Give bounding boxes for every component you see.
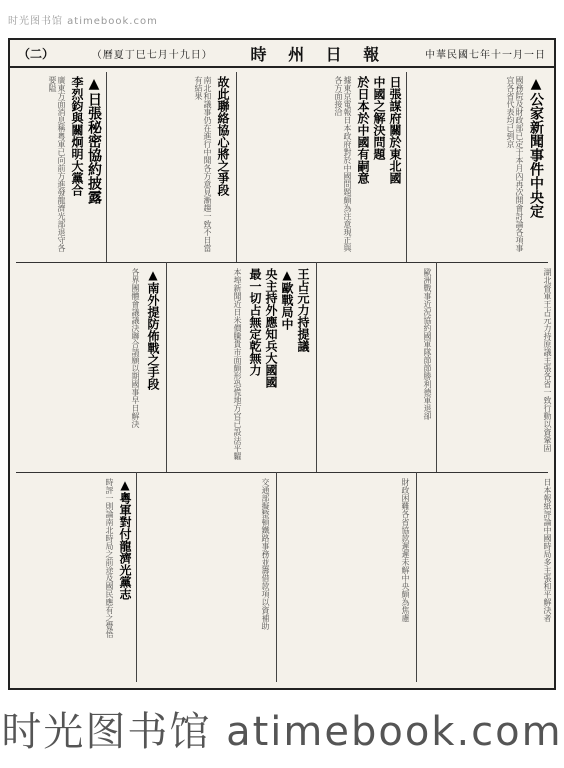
headline: ▲南外提防佈戰之手段 xyxy=(146,268,160,390)
headline: 最一切占無定乾無力 xyxy=(248,268,262,376)
column-divider xyxy=(316,262,317,472)
column-divider xyxy=(106,72,107,262)
article-grid xyxy=(16,72,552,682)
column-divider xyxy=(436,262,437,472)
headline: ▲歐戰局中 xyxy=(280,268,294,330)
headline: ▲公家新聞事件中央定 xyxy=(528,76,544,218)
article-body: 國務院及財政部已定于本月內再次開會討論各項事宜各省代表均已到京 xyxy=(506,76,524,252)
section-divider xyxy=(16,262,548,263)
article-body: 交通部擬整頓鐵路事務並籌借款項以資補助 xyxy=(261,478,270,630)
article-body: 歐洲戰事近況協約國軍隊節節勝利德軍退卻 xyxy=(423,268,432,420)
headline: 李烈鈞與關炯明大黨合 xyxy=(70,76,84,196)
headline: 於日本於中國有嗣意 xyxy=(356,76,370,184)
column-divider xyxy=(166,262,167,472)
newspaper-page xyxy=(8,38,556,690)
column-divider xyxy=(236,72,237,262)
top-watermark: 时光图书馆 atimebook.com xyxy=(8,16,158,27)
article-body: 湖北督軍王占元力持原議主張各省一致行動以資鞏固 xyxy=(543,268,552,452)
article-body: 財政困難各省協款遲遲未解中央頗為焦慮 xyxy=(401,478,410,622)
article-body: 各界團體會議議決聯合請願以期國事早日解決 xyxy=(131,268,140,428)
masthead xyxy=(10,40,554,68)
article-body: 本埠新聞近日米價騰貴市面頗形恐慌地方官已設法平糶 xyxy=(233,268,242,460)
lunar-date: （曆夏丁巳七月十九日） xyxy=(91,49,213,61)
page-number: （二） xyxy=(18,46,55,61)
republic-date: 中華民國七年十一月一日 xyxy=(424,49,546,61)
article-body: 廣東方面消息稱粵軍已向前方進發龍濟光部退守各要隘 xyxy=(48,76,66,252)
headline: 中國之解決問題 xyxy=(372,76,386,160)
article-body: 據東京電報日本政府對於中國問題頗為注意現正與各方面接洽 xyxy=(334,76,352,252)
headline: ▲粵軍對付龍濟光黨志 xyxy=(118,478,132,600)
headline: ▲日張秘密協約披露 xyxy=(86,76,102,204)
column-divider xyxy=(136,472,137,682)
headline: 故此聯絡協心將之爭段 xyxy=(216,76,230,196)
newspaper-title: 時 州 日 報 xyxy=(250,44,388,64)
article-body: 南北和議事仍在進行中聞各方意見漸趨一致不日當有結果 xyxy=(194,76,212,252)
article-body: 日本報紙評論中國時局多主張和平解決者 xyxy=(543,478,552,622)
article-body: 時評一則論南北時局之前途及國民應有之覺悟 xyxy=(105,478,114,638)
section-divider xyxy=(16,472,548,473)
headline: 王占元力持提議 xyxy=(296,268,310,352)
column-divider xyxy=(406,72,407,262)
column-divider xyxy=(416,472,417,682)
headline: 日張謀府關於東北國 xyxy=(388,76,402,184)
bottom-watermark: 时光图书馆 atimebook.com xyxy=(1,709,563,755)
headline: 央主持外應知兵大國國 xyxy=(264,268,278,388)
column-divider xyxy=(276,472,277,682)
